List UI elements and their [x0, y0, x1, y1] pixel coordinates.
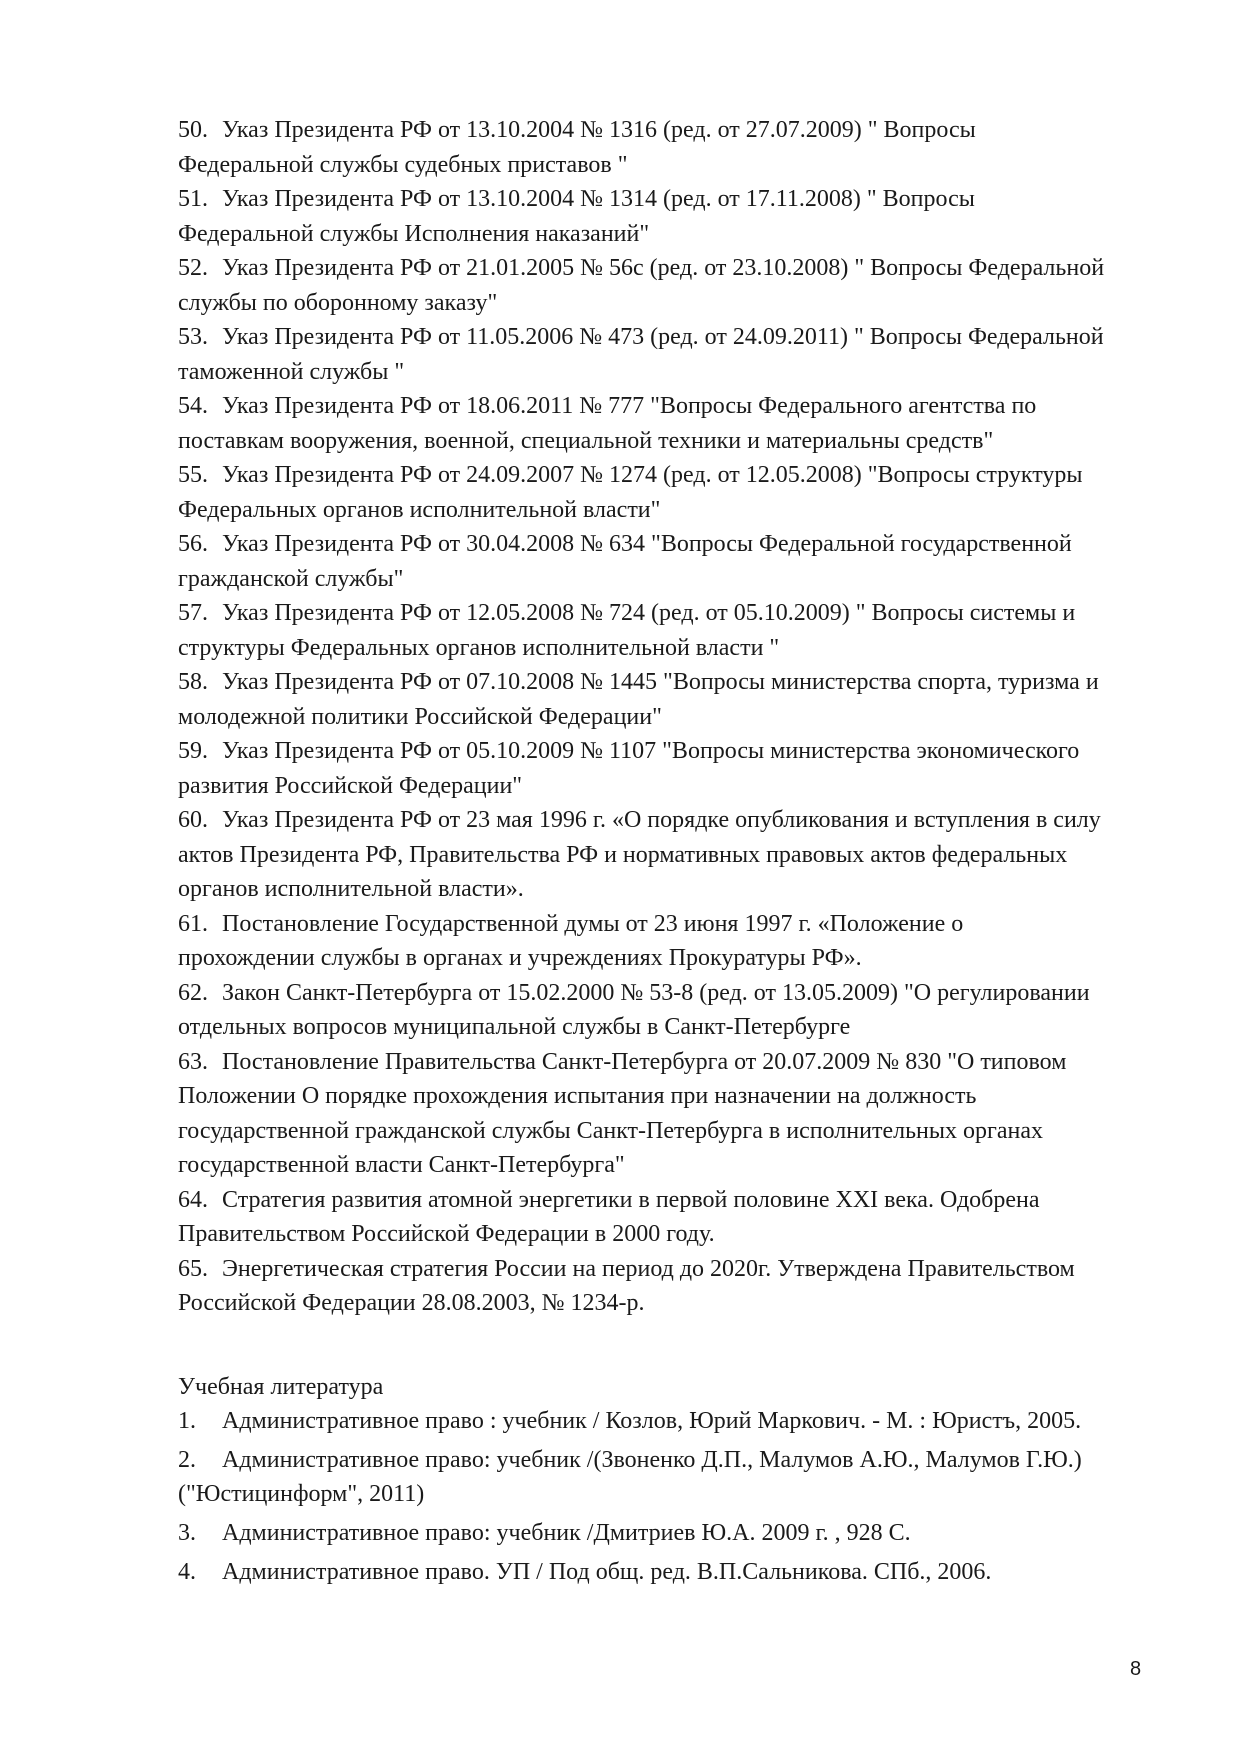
list-item-line — [178, 838, 1178, 873]
list-item-text: Указ Президента РФ от 23 мая 1996 г. «О порядке опубликования и вступления в силу — [222, 807, 1101, 833]
list-item-text: отдельных вопросов муниципальной службы в Санкт-Петербурге — [178, 1014, 851, 1040]
list-item-line — [178, 734, 1178, 769]
list-item-number: 4. — [178, 1559, 196, 1585]
education-literature-heading: Учебная литература — [178, 1374, 384, 1400]
list-item-text: Стратегия развития атомной энергетики в первой половине XXI века. Одобрена — [222, 1186, 1040, 1213]
list-item-number: 64. — [178, 1186, 208, 1213]
list-item-number: 51. — [178, 186, 208, 212]
list-item-text: Федеральной службы Исполнения наказаний" — [178, 220, 650, 247]
list-item-number: 58. — [178, 669, 208, 695]
list-item-number: 63. — [178, 1048, 208, 1075]
list-item-number: 52. — [178, 255, 208, 281]
list-item-text: службы по оборонному заказу" — [178, 289, 498, 316]
list-item-text: Правительством Российской Федерации в 2000 году. — [178, 1221, 715, 1247]
list-item-number: 53. — [178, 324, 208, 350]
legal-source-item — [178, 527, 1178, 596]
list-item-text: Российской Федерации 28.08.2003, № 1234-р. — [178, 1290, 645, 1316]
list-item-number: 60. — [178, 807, 208, 833]
list-item-number: 55. — [178, 462, 208, 488]
list-item-line — [178, 527, 1178, 562]
list-item-text: развития Российской Федерации" — [178, 772, 523, 799]
legal-source-item — [178, 251, 1178, 320]
list-item-line — [178, 1079, 1178, 1114]
list-item-line — [178, 355, 1178, 390]
list-item-text: Федеральных органов исполнительной власти" — [178, 496, 661, 523]
list-item-line — [178, 1045, 1178, 1080]
list-item-text: государственной гражданской службы Санкт-Петербурга в исполнительных органах — [178, 1117, 1043, 1144]
list-item-number: 62. — [178, 979, 208, 1006]
list-item-line — [178, 1114, 1178, 1149]
legal-source-item — [178, 734, 1178, 803]
list-item-line — [178, 976, 1178, 1011]
list-item-text: ("Юстицинформ", 2011) — [178, 1481, 425, 1507]
list-item-text: Указ Президента РФ от 12.05.2008 № 724 (ред. от 05.10.2009) " Вопросы системы и — [222, 600, 1076, 626]
list-item-line — [178, 1477, 1178, 1511]
list-item-text: Указ Президента РФ от 24.09.2007 № 1274 (ред. от 12.05.2008) "Вопросы структуры — [222, 462, 1083, 488]
list-item-line — [178, 1443, 1178, 1477]
list-item-line — [178, 217, 1178, 252]
legal-source-item — [178, 976, 1178, 1045]
legal-source-item — [178, 1183, 1178, 1252]
list-item-line — [178, 1555, 1178, 1589]
legal-source-item — [178, 1252, 1178, 1321]
list-item-line — [178, 1217, 1178, 1252]
list-item-line — [178, 872, 1178, 907]
list-item-text: поставкам вооружения, военной, специальной техники и материальны средств" — [178, 427, 994, 454]
list-item-text: Указ Президента РФ от 21.01.2005 № 56с (ред. от 23.10.2008) " Вопросы Федеральной — [222, 255, 1105, 281]
list-item-text: актов Президента РФ, Правительства РФ и нормативных правовых актов федеральных — [178, 841, 1068, 868]
list-item-text: Административное право: учебник /Дмитриев Ю.А. 2009 г. , 928 С. — [222, 1520, 911, 1546]
literature-item — [178, 1516, 1178, 1550]
list-item-line — [178, 424, 1178, 459]
list-item-line — [178, 562, 1178, 597]
list-item-line — [178, 941, 1178, 976]
list-item-number: 54. — [178, 393, 208, 419]
list-item-line — [178, 700, 1178, 735]
list-item-line — [178, 320, 1178, 355]
list-item-line — [178, 286, 1178, 321]
legal-source-item — [178, 665, 1178, 734]
list-item-text: Энергетическая стратегия России на период до 2020г. Утверждена Правительством — [222, 1255, 1075, 1282]
legal-source-item — [178, 320, 1178, 389]
list-item-text: Федеральной службы судебных приставов " — [178, 151, 628, 178]
legal-source-item — [178, 596, 1178, 665]
list-item-text: Административное право : учебник / Козлов, Юрий Маркович. - М. : Юристъ, 2005. — [222, 1408, 1082, 1434]
list-item-line — [178, 182, 1178, 217]
legal-source-item — [178, 458, 1178, 527]
list-item-text: Постановление Правительства Санкт-Петербурга от 20.07.2009 № 830 "О типовом — [222, 1048, 1067, 1075]
list-item-number: 61. — [178, 910, 208, 937]
list-item-text: государственной власти Санкт-Петербурга" — [178, 1152, 625, 1178]
list-item-line — [178, 389, 1178, 424]
list-item-text: Указ Президента РФ от 07.10.2008 № 1445 "Вопросы министерства спорта, туризма и — [222, 669, 1099, 695]
legal-source-item — [178, 907, 1178, 976]
list-item-number: 65. — [178, 1255, 208, 1282]
list-item-line — [178, 1404, 1178, 1438]
legal-sources-list — [178, 113, 1178, 1321]
list-item-text: Указ Президента РФ от 13.10.2004 № 1316 (ред. от 27.07.2009) " Вопросы — [222, 117, 976, 143]
legal-source-item — [178, 389, 1178, 458]
list-item-text: Закон Санкт-Петербурга от 15.02.2000 № 53-8 (ред. от 13.05.2009) "О регулировании — [222, 979, 1090, 1006]
list-item-text: молодежной политики Российской Федерации" — [178, 703, 662, 730]
list-item-line — [178, 631, 1178, 666]
list-item-line — [178, 1516, 1178, 1550]
list-item-number: 2. — [178, 1447, 196, 1473]
list-item-number: 50. — [178, 117, 208, 143]
list-item-text: Указ Президента РФ от 30.04.2008 № 634 "Вопросы Федеральной государственной — [222, 531, 1072, 557]
legal-source-item — [178, 113, 1178, 182]
list-item-line — [178, 1286, 1178, 1321]
list-item-text: гражданской службы" — [178, 565, 404, 592]
list-item-number: 1. — [178, 1408, 196, 1434]
list-item-line — [178, 113, 1178, 148]
legal-source-item — [178, 1045, 1178, 1183]
list-item-line — [178, 803, 1178, 838]
list-item-text: Административное право: учебник /(Звоненко Д.П., Малумов А.Ю., Малумов Г.Ю.) — [222, 1447, 1082, 1473]
list-item-text: прохождении службы в органах и учреждениях Прокуратуры РФ». — [178, 945, 862, 971]
list-item-number: 56. — [178, 531, 208, 557]
list-item-line — [178, 1252, 1178, 1287]
list-item-line — [178, 1183, 1178, 1218]
list-item-line — [178, 251, 1178, 286]
list-item-text: таможенной службы " — [178, 358, 405, 385]
education-literature-list — [178, 1404, 1178, 1594]
list-item-number: 59. — [178, 738, 208, 764]
list-item-text: Указ Президента РФ от 13.10.2004 № 1314 (ред. от 17.11.2008) " Вопросы — [222, 186, 975, 212]
list-item-text: структуры Федеральных органов исполнительной власти " — [178, 634, 780, 661]
legal-source-item — [178, 803, 1178, 907]
list-item-text: Указ Президента РФ от 05.10.2009 № 1107 "Вопросы министерства экономического — [222, 738, 1080, 764]
list-item-number: 57. — [178, 600, 208, 626]
literature-item — [178, 1404, 1178, 1438]
literature-item — [178, 1443, 1178, 1511]
list-item-number: 3. — [178, 1520, 196, 1546]
list-item-line — [178, 148, 1178, 183]
list-item-text: Административное право. УП / Под общ. ред. В.П.Сальникова. СПб., 2006. — [222, 1559, 992, 1585]
list-item-line — [178, 596, 1178, 631]
list-item-text: Положении О порядке прохождения испытания при назначении на должность — [178, 1083, 977, 1109]
list-item-line — [178, 493, 1178, 528]
list-item-line — [178, 665, 1178, 700]
list-item-line — [178, 907, 1178, 942]
list-item-text: Указ Президента РФ от 11.05.2006 № 473 (ред. от 24.09.2011) " Вопросы Федеральной — [222, 324, 1104, 350]
list-item-text: органов исполнительной власти». — [178, 876, 524, 902]
literature-item — [178, 1555, 1178, 1589]
list-item-line — [178, 769, 1178, 804]
list-item-text: Указ Президента РФ от 18.06.2011 № 777 "Вопросы Федерального агентства по — [222, 393, 1037, 419]
list-item-line — [178, 1010, 1178, 1045]
page-number: 8 — [1130, 1658, 1142, 1680]
list-item-text: Постановление Государственной думы от 23 июня 1997 г. «Положение о — [222, 910, 964, 937]
legal-source-item — [178, 182, 1178, 251]
list-item-line — [178, 458, 1178, 493]
list-item-line — [178, 1148, 1178, 1183]
